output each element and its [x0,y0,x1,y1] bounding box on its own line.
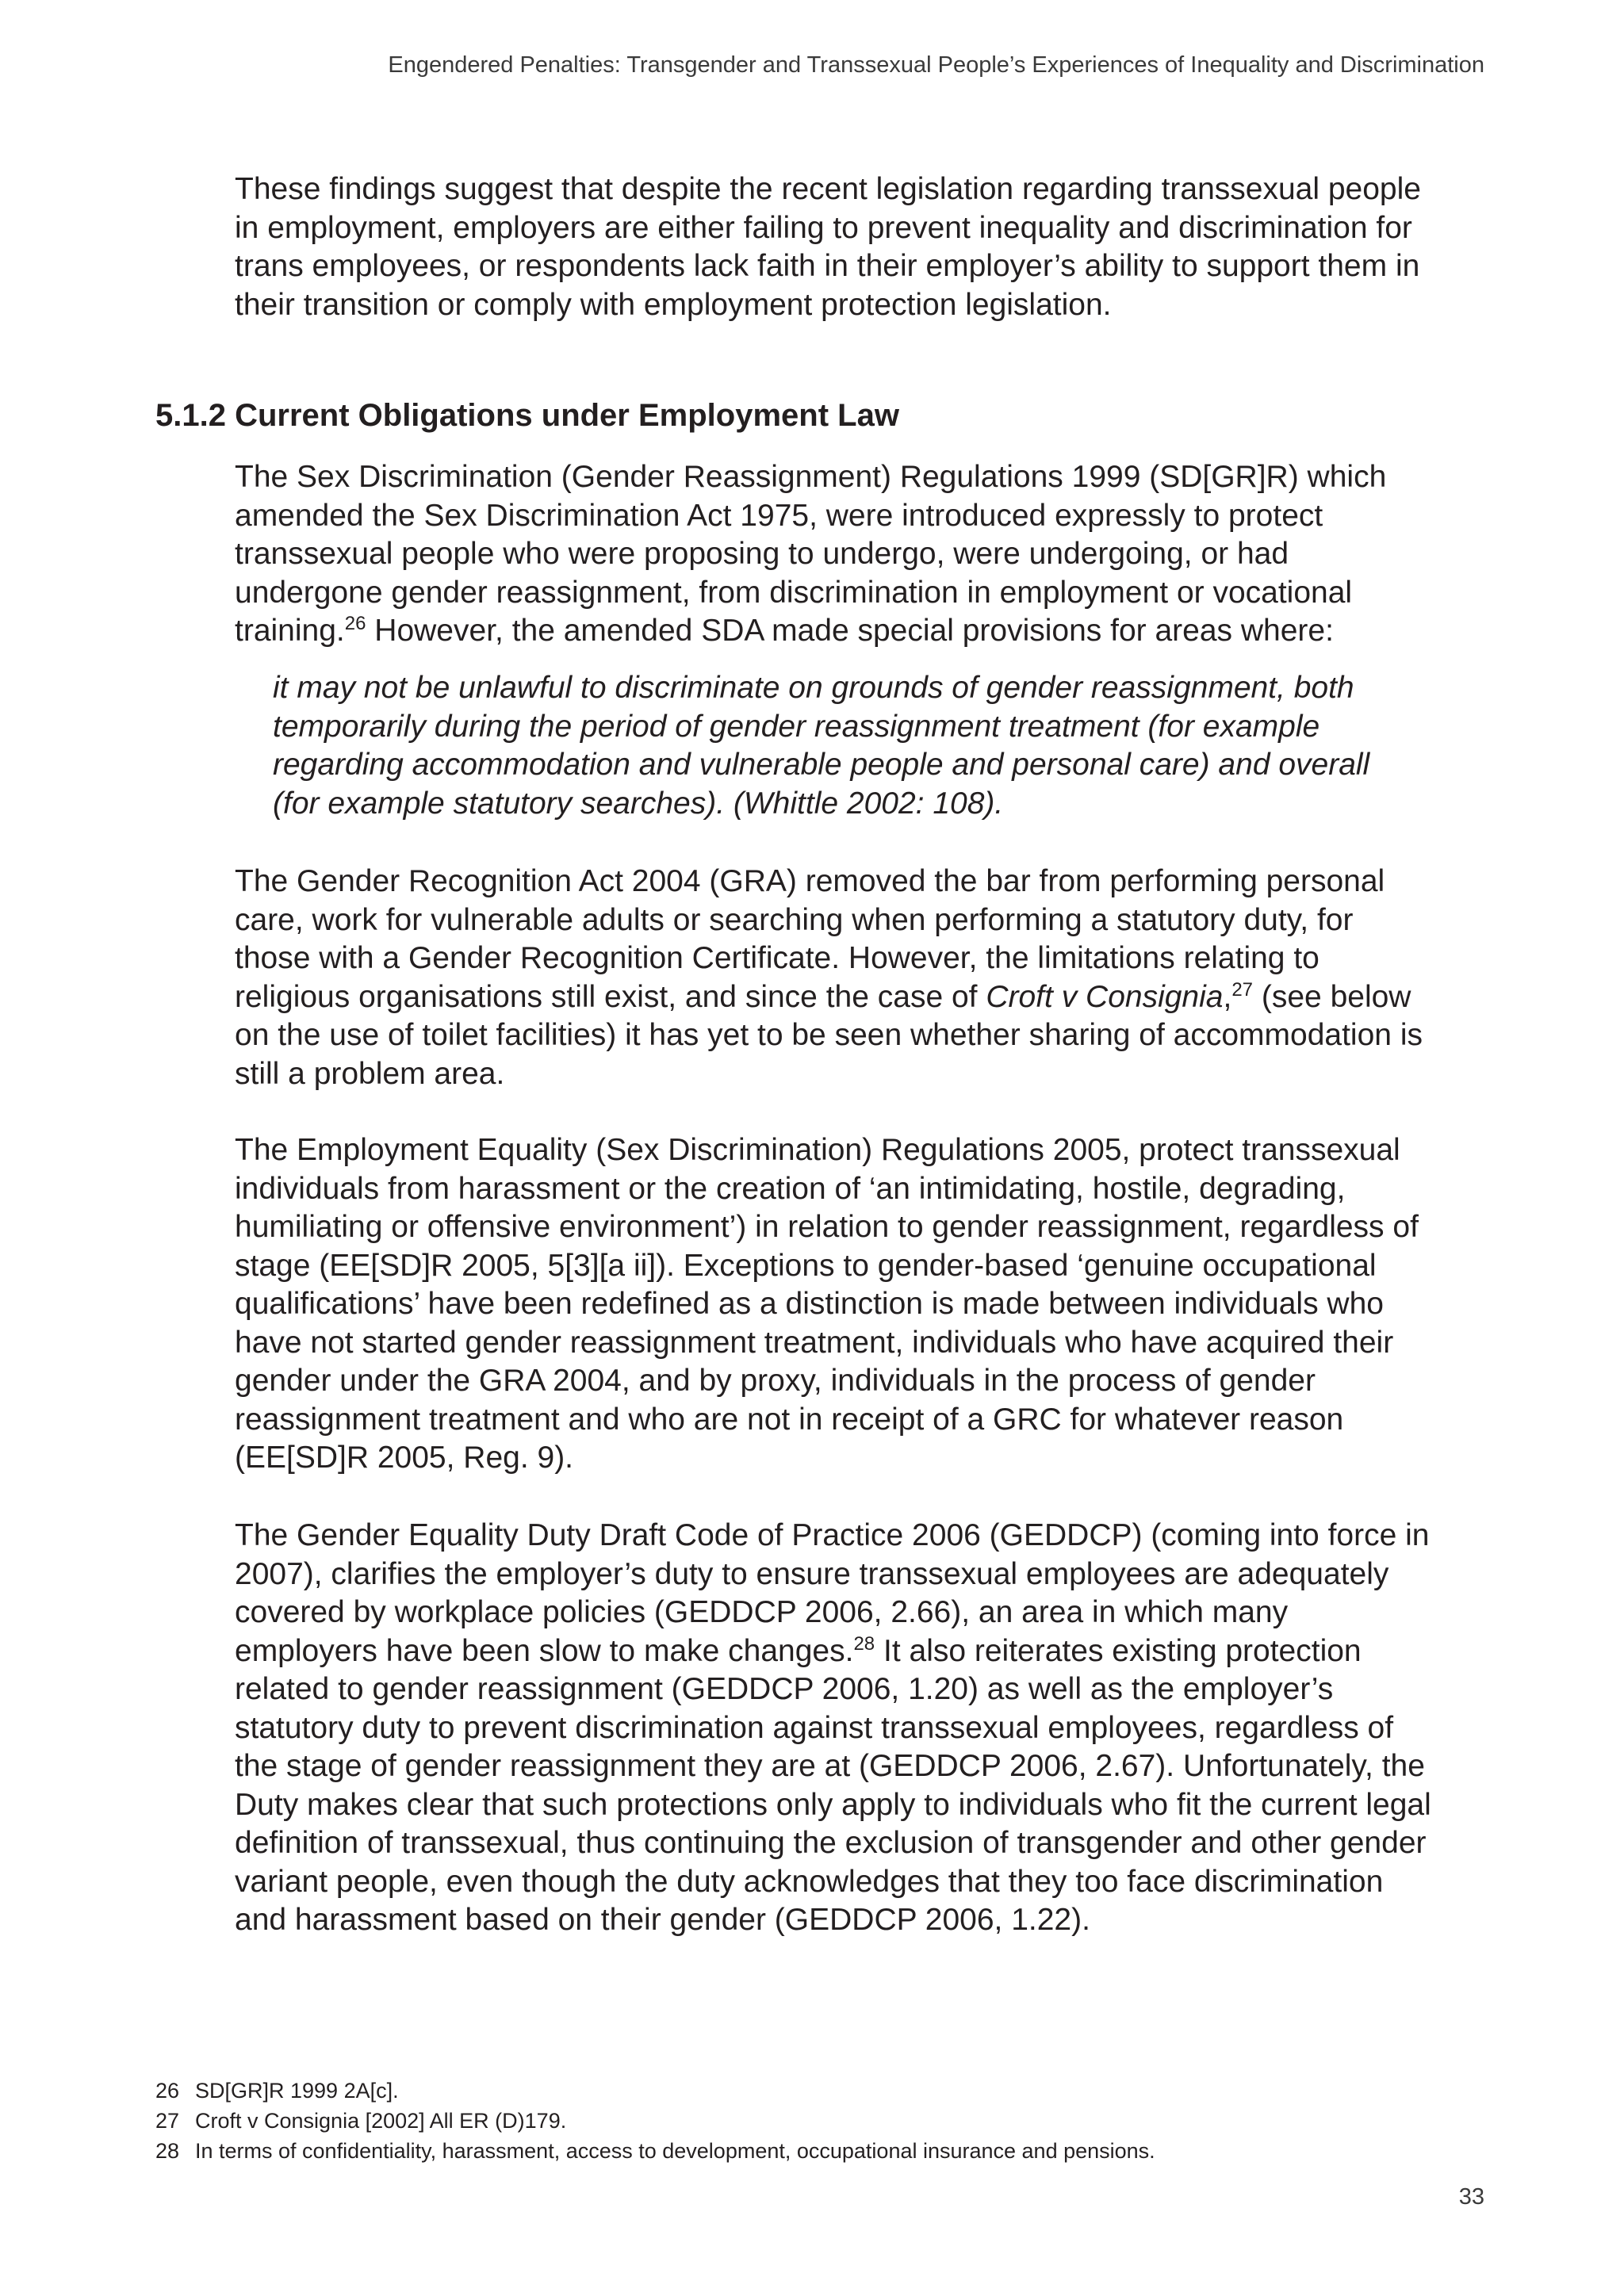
paragraph-findings: These findings suggest that despite the recent legislation regarding transsexual people in employment, employers are either failing to prevent inequality and discrimination for trans employees, or respondents lack faith in their employer’s ability to support them in their transition or comply with employment protection legislation. [235,172,1421,322]
section-heading: 5.1.2 Current Obligations under Employment Law [155,398,899,433]
paragraph-sdgrr-text-cont: However, the amended SDA made special provisions for areas where: [366,614,1334,648]
paragraph-geddcp-text: The Gender Equality Duty Draft Code of Practice 2006 (GEDDCP) (coming into force in 2007), clarifies the employer’s duty to ensure transsexual employees are adequately covered by workplace policies (GEDDCP 2006, 2.66), an area in which many employers have been slow to make changes. [235,1518,1430,1668]
paragraph-gra-text-cont: (see below on the use of toilet facilities) it has yet to be seen whether sharing of accommodation is still a problem area. [235,979,1423,1091]
footnote-number: 27 [155,2109,180,2133]
running-header: Engendered Penalties: Transgender and Transsexual People’s Experiences of Inequality and Discrimination [388,52,1484,78]
case-comma: , [1223,979,1232,1014]
paragraph-sdgrr [235,458,1432,651]
paragraph-gra [235,863,1432,1093]
footnote-26 [155,2076,1464,2106]
footnote-ref-28[interactable]: 28 [853,1632,875,1655]
footnotes [155,2076,1464,2166]
paragraph-geddcp [235,1517,1432,1940]
footnote-text: Croft v Consignia [2002] All ER (D)179. [195,2109,567,2133]
footnote-text: SD[GR]R 1999 2A[c]. [195,2079,399,2103]
footnote-number: 28 [155,2139,180,2163]
paragraph-gra-text: The Gender Recognition Act 2004 (GRA) removed the bar from performing personal care, work for vulnerable adults or searching when performing a statutory duty, for those with a Gender Recognition Certificate. However, the limitations relating to religious organisations still exist, and since the case of [235,864,1385,1014]
footnote-number: 26 [155,2079,180,2103]
paragraph-geddcp-text-cont: It also reiterates existing protection related to gender reassignment (GEDDCP 2006, 1.20) as well as the employer’s statutory duty to prevent discrimination against transsexual employees, regardless of the stage of gender reassignment they are at (GEDDCP 2006, 2.67). Unfortunately, the Duty makes clear that such protections only apply to individuals who fit the current legal definition of transsexual, thus continuing the exclusion of transgender and other gender variant people, even though the duty acknowledges that they too face discrimination and harassment based on their gender (GEDDCP 2006, 1.22). [235,1633,1431,1937]
footnote-28 [155,2136,1464,2166]
block-quote: it may not be unlawful to discriminate on grounds of gender reassignment, both temporarily during the period of gender reassignment treatment (for example regarding accommodation and vulnerable people and personal care) and overall (for example statutory searches). (Whittle 2002: 108). [273,671,1370,821]
footnote-text: In terms of confidentiality, harassment, access to development, occupational insurance and pensions. [195,2139,1155,2163]
paragraph-sdgrr-text: The Sex Discrimination (Gender Reassignment) Regulations 1999 (SD[GR]R) which amended the Sex Discrimination Act 1975, were introduced expressly to protect transsexual people who were proposing to undergo, were undergoing, or had undergone gender reassignment, from discrimination in employment or vocational training. [235,460,1387,648]
footnote-ref-26[interactable]: 26 [344,613,366,634]
case-name: Croft v Consignia [986,979,1224,1014]
paragraph-eesdr: The Employment Equality (Sex Discrimination) Regulations 2005, protect transsexual individuals from harassment or the creation of ‘an intimidating, hostile, degrading, humiliating or offensive environment’) in relation to gender reassignment, regardless of stage (EE[SD]R 2005, 5[3][a ii]). Exceptions to gender-based ‘genuine occupational qualifications’ have been redefined as a distinction is made between individuals who have not started gender reassignment treatment, individuals who have acquired their gender under the GRA 2004, and by proxy, individuals in the process of gender reassignment treatment and who are not in receipt of a GRC for whatever reason (EE[SD]R 2005, Reg. 9). [235,1133,1419,1475]
footnote-ref-27[interactable]: 27 [1231,978,1254,1001]
page-number: 33 [1458,2184,1484,2210]
footnote-27 [155,2106,1464,2136]
